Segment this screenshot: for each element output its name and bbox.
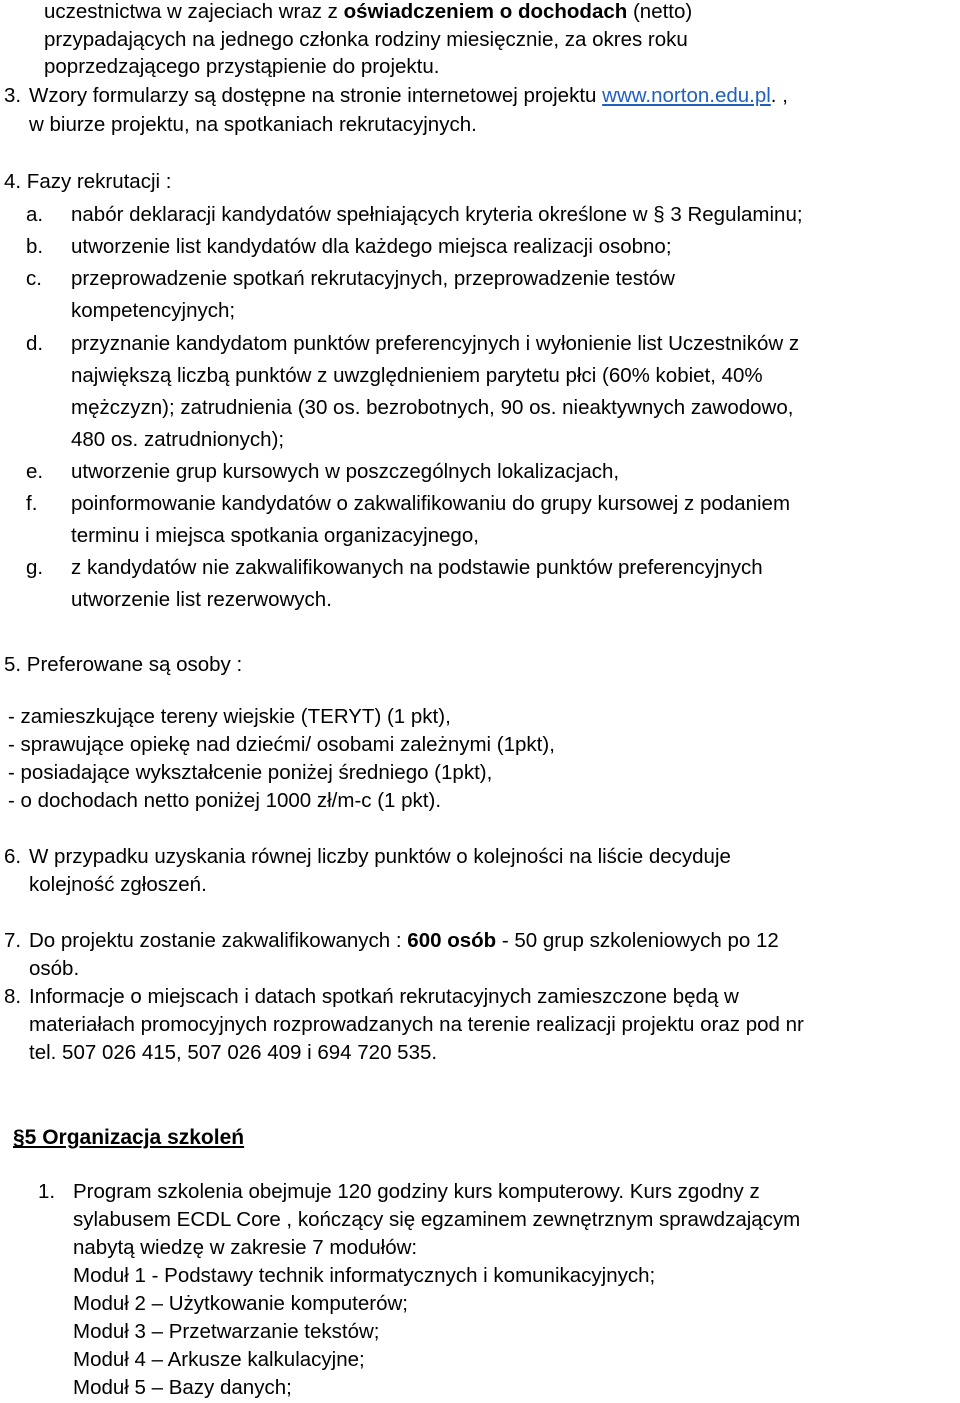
subitem-c-line-2: kompetencyjnych;: [71, 299, 236, 322]
section-heading: §5 Organizacja szkoleń: [13, 1126, 245, 1149]
subitem-d-line-3: mężczyzn); zatrudnienia (30 os. bezrobotnych, 90 os. nieaktywnych zawodowo,: [71, 396, 794, 419]
item-7-line-2: osób.: [29, 957, 80, 980]
subitem-d-line-1: przyznanie kandydatom punktów preferencyjnych i wyłonienie list Uczestników z: [71, 332, 800, 355]
subitem-d-line-2: największą liczbą punktów z uwzględnieniem parytetu płci (60% kobiet, 40%: [71, 364, 763, 387]
intro-line-1: [44, 2, 692, 23]
item-6-line-2: kolejność zgłoszeń.: [29, 873, 207, 896]
item-6-number: 6.: [4, 845, 22, 868]
subitem-g-label: g.: [26, 556, 44, 579]
item-3-number: 3.: [4, 84, 22, 107]
item-4-heading: 4. Fazy rekrutacji :: [4, 170, 172, 193]
section-item-1-line-2: sylabusem ECDL Core , kończący się egzaminem zewnętrznym sprawdzającym: [73, 1208, 801, 1231]
module-3: Moduł 3 – Przetwarzanie tekstów;: [73, 1320, 380, 1343]
subitem-f-line-2: terminu i miejsca spotkania organizacyjnego,: [71, 524, 479, 547]
item-3-text: Wzory formularzy są dostępne na stronie internetowej projektu: [29, 84, 603, 107]
subitem-a-line-1: nabór deklaracji kandydatów spełniających kryteria określone w § 3 Regulaminu;: [71, 203, 803, 226]
item-8-number: 8.: [4, 985, 22, 1008]
subitem-c-label: c.: [26, 267, 42, 290]
item-7-text: Do projektu zostanie zakwalifikowanych :: [29, 929, 408, 952]
subitem-f-label: f.: [26, 492, 38, 515]
item-8-line-2: materiałach promocyjnych rozprowadzanych na terenie realizacji projektu oraz pod nr: [29, 1013, 804, 1036]
subitem-d-label: d.: [26, 332, 44, 355]
subitem-c-line-1: przeprowadzenie spotkań rekrutacyjnych, przeprowadzenie testów: [71, 267, 675, 290]
participant-count-bold: 600 osób: [407, 929, 497, 952]
item-3-line-2: w biurze projektu, na spotkaniach rekrutacyjnych.: [29, 113, 477, 136]
intro-text: uczestnictwa w zajeciach wraz z: [44, 0, 344, 23]
subitem-f-line-1: poinformowanie kandydatów o zakwalifikowaniu do grupy kursowej z podaniem: [71, 492, 791, 515]
module-1: Moduł 1 - Podstawy technik informatycznych i komunikacyjnych;: [73, 1264, 656, 1287]
subitem-b-line-1: utworzenie list kandydatów dla każdego miejsca realizacji osobno;: [71, 235, 672, 258]
module-4: Moduł 4 – Arkusze kalkulacyjne;: [73, 1348, 365, 1371]
subitem-g-line-2: utworzenie list rezerwowych.: [71, 588, 332, 611]
income-statement-bold: oświadczeniem o dochodach: [343, 0, 628, 23]
item-3-punct: . ,: [770, 84, 788, 107]
subitem-d-line-4: 480 os. zatrudnionych);: [71, 428, 285, 451]
subitem-b-label: b.: [26, 235, 44, 258]
preference-bullet-1: - zamieszkujące tereny wiejskie (TERYT) (1 pkt),: [8, 705, 451, 728]
intro-text-net: (netto): [627, 0, 693, 23]
section-item-1-number: 1.: [38, 1180, 56, 1203]
preference-bullet-3: - posiadające wykształcenie poniżej średniego (1pkt),: [8, 761, 493, 784]
intro-line-2: przypadających na jednego członka rodziny miesięcznie, za okres roku: [44, 28, 688, 51]
item-5-heading: 5. Preferowane są osoby :: [4, 653, 243, 676]
item-6-line-1: W przypadku uzyskania równej liczby punktów o kolejności na liście decyduje: [29, 845, 731, 868]
section-item-1-line-3: nabytą wiedzę w zakresie 7 modułów:: [73, 1236, 418, 1259]
subitem-e-line-1: utworzenie grup kursowych w poszczególnych lokalizacjach,: [71, 460, 620, 483]
project-website-link[interactable]: www.norton.edu.pl: [602, 84, 771, 107]
item-7-number: 7.: [4, 929, 22, 952]
item-8-line-3: tel. 507 026 415, 507 026 409 i 694 720 535.: [29, 1041, 438, 1064]
preference-bullet-2: - sprawujące opiekę nad dziećmi/ osobami zależnymi (1pkt),: [8, 733, 555, 756]
subitem-g-line-1: z kandydatów nie zakwalifikowanych na podstawie punktów preferencyjnych: [71, 556, 763, 579]
section-item-1-line-1: Program szkolenia obejmuje 120 godziny kurs komputerowy. Kurs zgodny z: [73, 1180, 760, 1203]
subitem-a-label: a.: [26, 203, 44, 226]
item-7-groups-text: - 50 grup szkoleniowych po 12: [496, 929, 779, 952]
module-5: Moduł 5 – Bazy danych;: [73, 1376, 292, 1399]
item-3-line-1: [29, 86, 788, 107]
module-2: Moduł 2 – Użytkowanie komputerów;: [73, 1292, 408, 1315]
item-8-line-1: Informacje o miejscach i datach spotkań rekrutacyjnych zamieszczone będą w: [29, 985, 739, 1008]
item-7-line-1: [29, 931, 779, 952]
subitem-e-label: e.: [26, 460, 44, 483]
intro-line-3: poprzedzającego przystąpienie do projektu.: [44, 55, 440, 78]
preference-bullet-4: - o dochodach netto poniżej 1000 zł/m-c (1 pkt).: [8, 789, 442, 812]
